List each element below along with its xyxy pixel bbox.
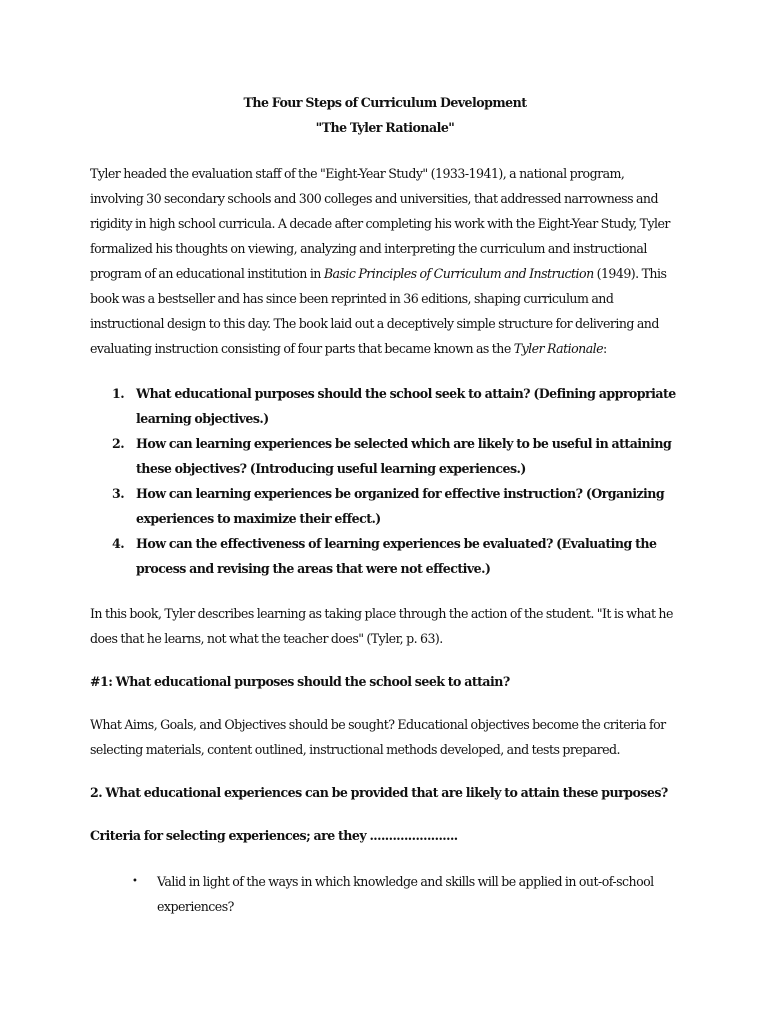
intro-text-2: (1949). This book was a bestseller and has since been reprinted in 36 editions, shaping curriculum and instructional design to this day. The book laid out a deceptively simple structure for delivering and evaluating instruction consisting of four parts that became known as the	[90, 266, 667, 356]
document-title: The Four Steps of Curriculum Development	[243, 95, 527, 110]
step-item-2	[90, 431, 680, 481]
step-number: 1.	[112, 386, 125, 401]
step-text: How can learning experiences be selected which are likely to be useful in attaining these objectives? (Introducing useful learning experiences.)	[136, 436, 672, 476]
rationale-name: Tyler Rationale	[513, 341, 604, 356]
step-item-4	[90, 531, 680, 581]
step-item-1	[90, 381, 680, 431]
step-number: 2.	[112, 436, 125, 451]
aims-paragraph: What Aims, Goals, and Objectives should be sought? Educational objectives become the criteria for selecting materials, content outlined, instructional methods developed, and tests prepared.	[90, 717, 666, 757]
bullet-icon: •	[132, 876, 138, 887]
step-text: What educational purposes should the school seek to attain? (Defining appropriate learning objectives.)	[136, 386, 676, 426]
document-subtitle: "The Tyler Rationale"	[315, 120, 455, 135]
criteria-heading: Criteria for selecting experiences; are they .......................	[90, 828, 458, 843]
intro-text-1: Tyler headed the evaluation staff of the "Eight-Year Study" (1933-1941), a national program, involving 30 secondary schools and 300 colleges and universities, that addressed narrowness and rigidity in high school curricula. A decade after completing his work with the Eight-Year Study, Tyler formalized his thoughts on viewing, analyzing and interpreting the curriculum and instructional program of an educational institution in	[90, 166, 670, 281]
question-2-heading: 2. What educational experiences can be provided that are likely to attain these purposes?	[90, 785, 668, 800]
intro-paragraph	[90, 161, 680, 361]
intro-text-3: :	[603, 341, 607, 356]
steps-list	[90, 381, 680, 581]
criteria-bullet-list	[90, 869, 680, 919]
question-1-heading: #1: What educational purposes should the school seek to attain?	[90, 674, 510, 689]
step-text: How can the effectiveness of learning experiences be evaluated? (Evaluating the process and revising the areas that were not effective.)	[136, 536, 657, 576]
step-text: How can learning experiences be organized for effective instruction? (Organizing experiences to maximize their effect.)	[136, 486, 665, 526]
book-title: Basic Principles of Curriculum and Instruction	[323, 266, 594, 281]
step-item-3	[90, 481, 680, 531]
step-number: 3.	[112, 486, 125, 501]
step-number: 4.	[112, 536, 125, 551]
bullet-item	[90, 869, 680, 919]
bullet-text: Valid in light of the ways in which knowledge and skills will be applied in out-of-school experiences?	[157, 874, 654, 914]
document-body	[90, 90, 680, 919]
tyler-note-paragraph: In this book, Tyler describes learning as taking place through the action of the student. "It is what he does that he learns, not what the teacher does" (Tyler, p. 63).	[90, 606, 673, 646]
